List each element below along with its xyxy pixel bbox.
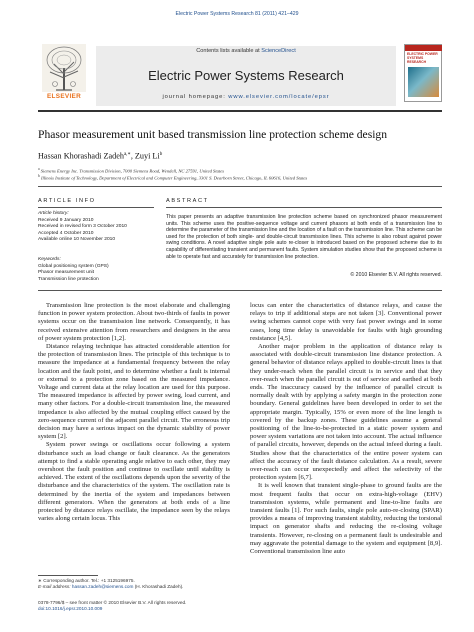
author-name: Hassan Khorashadi Zadeh <box>38 151 124 161</box>
keyword: Transmission line protection <box>38 276 99 282</box>
article-title: Phasor measurement unit based transmission line protection scheme design <box>38 128 388 141</box>
journal-cover-thumbnail <box>404 44 442 102</box>
abstract-text: This paper presents an adaptive transmission line protection scheme based on synchronized phasor measurement units. This scheme uses the positive-sequence voltage and current phasors at both ends of a transmission line to determine the parameter of the transmission line and the location of a fault on the transmission line. This scheme can be used for the protection of both single- and double-circuit transmission lines. This scheme is also robust against power swing conditions. A novel adaptive single pole auto re-closer is introduced based on the proposed scheme due to its capability of differentiating transient and permanent faults. System simulation studies show that the proposed scheme is able to operate fast and accurately for transmission line protection. <box>166 214 442 260</box>
body-column-left <box>38 302 230 523</box>
body-column-right <box>250 302 442 556</box>
article-history: Article history: Received 9 January 2010 Received in revised form 3 October 2010 Accepted 4 October 2010 Available online 10 November 2010 <box>38 211 127 242</box>
author-affiliation-marker[interactable]: b <box>159 152 163 157</box>
cover-image <box>408 67 439 97</box>
body-paragraph: Transmission line protection is the most elaborate and challenging function in power system protection. About two-thirds of faults in power systems occur on the transmission line network. Consequently, it has received extensive attention from researchers and designers in the area of power system protection [1,2]. <box>38 302 230 342</box>
body-paragraph: Distance relaying technique has attracted considerable attention for the protection of transmission lines. The principle of this technique is to measure the impedance at a fundamental frequency between the relay location and the fault point, and to determine whether a fault is internal or external to a protection zone based on the measured impedance. Voltage and current data at the relay location are used for this purpose. The measured impedance is affected by power swing, load current, and many other factors. For a double-circuit transmission line, the measured impedance is also affected by the mutual coupling effect caused by the zero-sequence current of the adjacent parallel circuit. The erroneous trip decision may have a serious impact on the dynamic stability of power system [2]. <box>38 343 230 441</box>
journal-banner <box>96 46 396 106</box>
keywords: Keywords: Global positioning system (GPS) Phasor measurement unit Transmission line protection <box>38 257 138 283</box>
journal-reference[interactable]: Electric Power Systems Research 81 (2011) 421–429 <box>175 11 299 17</box>
abstract-bottom-rule <box>38 290 442 291</box>
author-name: Zuyi Li <box>134 151 160 161</box>
author-affiliation-marker[interactable]: a,∗ <box>123 152 131 157</box>
publisher-name: ELSEVIER <box>46 93 81 100</box>
cover-title: ELECTRIC POWER SYSTEMS RESEARCH <box>407 52 438 64</box>
abstract-heading: ABSTRACT <box>166 198 209 204</box>
journal-homepage: journal homepage: www.elsevier.com/locate/epsr <box>162 94 330 100</box>
affiliation-b: $^b$ Illinois Institute of Technology, Department of Electrical and Computer Engineering, 3301 S. Dearborn Street, Chicago, IL 60616, United States <box>38 174 308 181</box>
body-paragraph: It is well known that transient single-phase to ground faults are the most frequent faults that occur on extra-high-voltage (EHV) transmission systems, while permanent and line-to-line faults are transient faults [1]. For such faults, single pole auto-re-closing (SPAR) provides a means of improving transient stability, reducing the torsional impact on generator shafts and reducing the re-closing voltage transients. However, re-closing on a permanent fault is undesirable and may aggravate the potential damage to the system and equipment [8,9]. Conventional transmission line auto <box>250 482 442 556</box>
affiliation-a: $^a$ Siemens Energy Inc. Transmission Division, 7000 Siemens Road, Wendell, NC 27591, United States <box>38 167 225 174</box>
elsevier-logo <box>38 44 90 104</box>
affiliation-rule <box>38 186 442 187</box>
contents-line: Contents lists available at ScienceDirect <box>196 48 296 54</box>
article-info-rule <box>38 207 154 208</box>
body-paragraph: System power swings or oscillations occur following a system disturbance such as load change or fault clearance. As the generators attempt to find a stable operating angle relative to each other, they may overshoot the fault position and continue to oscillate until stability is achieved. The extent of the oscillations depends upon the severity of the disturbance and the characteristics of the system. The oscillation rate is determined by the inertia of the system and impedances between different generators. When the generators at both ends of a line protected by distance relays oscillate, the impedance seen by the relays varies along certain locus. This <box>38 441 230 523</box>
journal-title: Electric Power Systems Research <box>148 68 344 83</box>
corresponding-author-note: ∗ Corresponding author. Tel.: +1 3125196975. E-mail address: hassan.zadeh@siemens.com (H. Khorashadi Zadeh). <box>38 578 184 589</box>
body-paragraph: locus can enter the characteristics of distance relays, and cause the relays to trip if additional steps are not taken [3]. Conventional power swing schemes cannot cope with very fast power swings and in some cases, long time delay is unavoidable for faults with high grounding resistance [4,5]. <box>250 302 442 342</box>
keyword: Global positioning system (GPS) <box>38 263 109 269</box>
footnote-rule <box>38 575 98 576</box>
issn-doi-note: 0378-7796/$ – see front matter © 2010 Elsevier B.V. All rights reserved. doi:10.1016/j.epsr.2010.10.009 <box>38 600 228 612</box>
journal-header <box>38 44 442 106</box>
abstract-copyright: © 2010 Elsevier B.V. All rights reserved. <box>350 272 442 278</box>
author-list: Hassan Khorashadi Zadeh$^{a,∗}$, Zuyi Li$^b$ <box>38 151 163 161</box>
keyword: Phasor measurement unit <box>38 270 94 275</box>
homepage-link[interactable]: www.elsevier.com/locate/epsr <box>228 94 330 100</box>
doi-link[interactable]: doi:10.1016/j.epsr.2010.10.009 <box>38 606 103 611</box>
elsevier-tree-icon <box>42 44 86 92</box>
email-link[interactable]: hassan.zadeh@siemens.com <box>71 584 134 589</box>
header-rule <box>38 110 442 112</box>
body-paragraph: Another major problem in the application of distance relay is associated with double-circuit transmission line distance protection. A general behavior of distance relays applied to double-circuit lines is that they under-reach when the parallel circuit is in service and that they over-reach when the parallel circuit is out of service and earthed at both ends. The inaccuracy caused by the influence of parallel circuit is normally dealt with by applying a safety margin in the protection zone boundary. General guidelines have been developed in order to set the appropriate margin. Typically, 15% or even more of the line length is covered by the backup zones. These guidelines assume a general positioning of the line-to-be-protected in a static power system and power system variations are not taken into account. The actual influence of parallel circuits, however, depends on the actual infeed during a fault. Studies show that the characteristics of the entire power system can affect the accuracy of the fault distance calculation. As a result, severe over-reach can occur unexpectedly and affect the selectivity of the protection system [6,7]. <box>250 343 442 482</box>
abstract-rule <box>166 207 442 208</box>
sciencedirect-link[interactable]: ScienceDirect <box>261 48 296 54</box>
article-info-heading: ARTICLE INFO <box>38 198 96 204</box>
